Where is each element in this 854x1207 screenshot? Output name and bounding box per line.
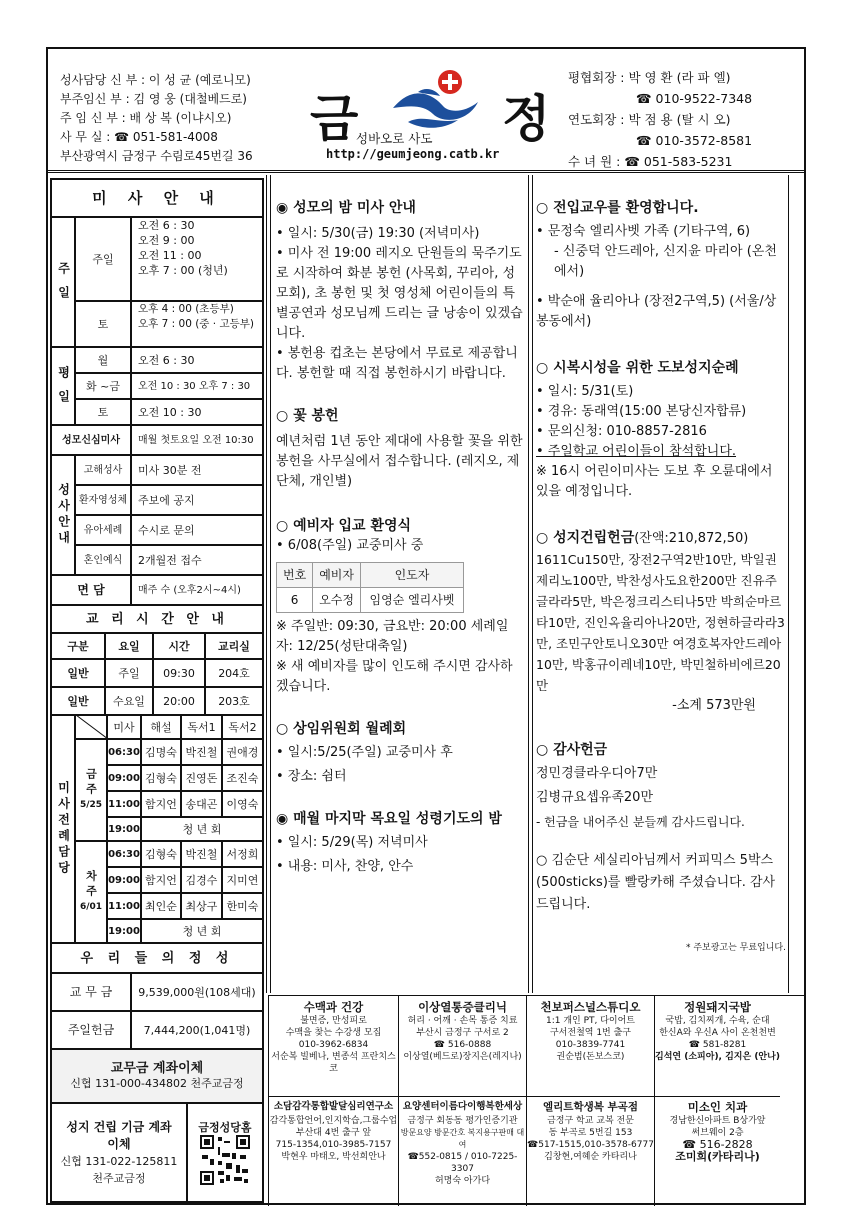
ad-line: 금정구 학교 교복 전문 (547, 1116, 634, 1126)
ad-line: 010-3839-7741 (555, 1040, 626, 1050)
notice-text: 예년처럼 1년 동안 제대에 사용할 꽃을 위한 봉헌을 사무실에서 접수합니다. (레지오, 제단체, 개인별) (276, 434, 523, 489)
week2-title: 차주 (84, 869, 98, 900)
clergy-line: 성사담당 신 부 : 이 성 균 (예로니모) (60, 73, 251, 87)
ad-line: 방문요양 방문간호 복지용구판매 대여 (400, 1128, 525, 1149)
patron-saint: 성바오로 사도 (356, 131, 433, 146)
saturday-day: 토 (75, 301, 131, 347)
ministry-time: 11:00 (107, 893, 141, 919)
donor-list: 1611Cu150만, 장전2구역2반10만, 박일권제리노100만, 박찬성사도요한200만 진유주글라라5만, 박은정크리스티나5만 박희순마르타10만, 진인옥율리아나20만, 정현하글라라3만, 조민구안토니오30만 여경호복자안드레아10만, 박홍규이레네10만, 박민철하비에르20만 (536, 552, 785, 693)
ministry-name: 최인순 (141, 893, 181, 919)
ad-line: 허명숙 아가다 (434, 1176, 491, 1186)
sacrament-value: 주보에 공지 (131, 485, 263, 515)
table-header: 번호 (277, 563, 313, 588)
section-title: ○ 시복시성을 위한 도보성지순례 (536, 360, 739, 376)
mass-time: 오후 4 : 00 (초등부) (138, 303, 234, 315)
ministry-name: 박진철 (181, 841, 222, 867)
interview-time: 매주 수 (오후2시~4시) (131, 575, 263, 605)
ad-line: 조미희(카타리나) (675, 1150, 760, 1163)
ministry-time: 11:00 (107, 791, 141, 817)
ad-name: 소담감각통합발달심리연구소 (273, 1101, 394, 1112)
account-title: 교무금 계좌이체 (110, 1061, 204, 1076)
catechism-cell: 주일 (105, 659, 153, 687)
saturday-weekday-time: 오전 10 : 30 (131, 399, 263, 425)
middle-column (276, 198, 524, 877)
ministry-header: 독서1 (181, 715, 222, 739)
notice-line: • 경유: 동래역(15:00 본당신자합류) (536, 404, 747, 419)
diagonal-line-icon (76, 715, 106, 739)
left-info-table (50, 178, 264, 1203)
council-line: 평협회장 : 박 영 환 (라 파 엘) (568, 70, 731, 85)
notice-line: • 봉헌용 컵초는 본당에서 무료로 제공합니다. 봉헌할 때 직접 봉헌하시기 바랍니다. (276, 346, 518, 381)
ad-block (526, 1096, 654, 1206)
ministry-name: 함지언 (141, 867, 181, 893)
week2-date: 6/01 (79, 901, 103, 912)
sacrament-name: 고해성사 (75, 455, 131, 485)
column-divider (532, 175, 533, 993)
ministry-name: 진영돈 (181, 765, 222, 791)
section-title: ○ 꽃 봉헌 (276, 408, 339, 424)
sacrament-name: 혼인예식 (75, 545, 131, 575)
table-cell: 오수정 (313, 588, 361, 613)
finance-title: 우 리 들 의 정 성 (51, 943, 263, 973)
notice-line: • 일시: 5/29(목) 저녁미사 (276, 835, 428, 850)
notice-line: • 일시:5/25(주일) 교중미사 후 (276, 745, 453, 760)
sacrament-value: 2개월전 접수 (131, 545, 263, 575)
catechism-cell: 20:00 (153, 687, 205, 715)
notice-line: 정민경클라우디아7만 (536, 766, 658, 781)
ad-line: 경남한신아파트 B상가앞 (669, 1116, 766, 1126)
section-title: ○ 예비자 입교 환영식 (276, 518, 412, 534)
catechism-header: 교리실 (205, 633, 263, 659)
ad-line: 김석연 (소피아), 김지은 (안나) (655, 1052, 780, 1062)
ad-line: 감각통합언어,인지학습,그룹수업 (269, 1116, 398, 1126)
sacrament-label: 성사안내 (51, 455, 75, 575)
notice-line: • 장소: 쉼터 (276, 769, 347, 784)
ad-name: 미소인 치과 (687, 1100, 748, 1114)
notice-line: - 신중덕 안드레아, 신지윤 마리아 (온천에서) (554, 244, 777, 279)
notice-line: ※ 새 예비자를 많이 인도해 주시면 감사하겠습니다. (276, 659, 513, 694)
ad-block (654, 1096, 780, 1206)
ad-line: ☎517-1515,010-3578-6777 (527, 1140, 654, 1150)
ad-name: 천보퍼스널스튜디오 (540, 1000, 641, 1014)
table-cell: 임영순 엘리사벳 (360, 588, 463, 613)
ad-name: 엘리트학생복 부곡점 (543, 1101, 638, 1113)
ad-line: 010-3962-6834 (298, 1040, 369, 1050)
column-divider (270, 175, 271, 993)
tue-fri: 화 ~금 (75, 373, 131, 399)
header-divider (48, 170, 804, 173)
column-divider (528, 175, 529, 993)
ad-line: 동 부곡로 5번길 153 (548, 1128, 633, 1138)
ad-line: 715-1354,010-3985-7157 (275, 1140, 392, 1150)
saturday-weekday: 토 (75, 399, 131, 425)
parish-url[interactable]: http://geumjeong.catb.kr (326, 147, 500, 161)
ad-line: ☎ 581-8281 (688, 1040, 747, 1050)
ad-line: 부산대 4번 출구 앞 (295, 1128, 372, 1138)
notice-line: • 일시: 5/31(토) (536, 384, 634, 399)
notice-line: • 문정숙 엘리사벳 가족 (기타구역, 6) (536, 224, 751, 239)
sacrament-name: 유아세례 (75, 515, 131, 545)
ministry-label: 미사전례담당 (51, 715, 75, 943)
sacrament-value: 미사 30분 전 (131, 455, 263, 485)
catechism-cell: 203호 (205, 687, 263, 715)
catechism-header: 요일 (105, 633, 153, 659)
qr-box (187, 1103, 263, 1202)
ministry-corner (75, 715, 107, 739)
ministry-name: 최상구 (181, 893, 222, 919)
building-fund-title: 성지 건립 기금 계좌이체 (66, 1119, 172, 1151)
ministry-name: 서정희 (222, 841, 263, 867)
ad-line: 국밥, 김치찌개, 수육, 순대 (665, 1016, 770, 1026)
ad-line: 이상열(베드로)장지은(레지나) (403, 1052, 522, 1062)
qr-label: 금정성당홈 (198, 1121, 252, 1134)
section-title: ○ 감사헌금 (536, 742, 608, 758)
ministry-name: 송대곤 (181, 791, 222, 817)
office-phone: 사 무 실 : ☎ 051-581-4008 (60, 130, 218, 144)
catechism-cell: 수요일 (105, 687, 153, 715)
ministry-name: 청 년 회 (141, 919, 263, 943)
finance-value: 9,539,000원(108세대) (131, 973, 263, 1011)
ad-line: 한신A와 우신A 사이 온천천변 (659, 1028, 776, 1038)
ad-line: 금정구 회동동 평가인증기관 (407, 1116, 518, 1126)
clergy-info (60, 71, 253, 166)
notice-line: - 헌금을 내어주신 분들께 감사드립니다. (536, 815, 745, 829)
notice-line: • 문의신청: 010-8857-2816 (536, 424, 707, 439)
ministry-header: 독서2 (222, 715, 263, 739)
building-fund-box (51, 1103, 187, 1202)
ministry-name: 김형숙 (141, 841, 181, 867)
ministry-name: 지미연 (222, 867, 263, 893)
title-geum: 금 (310, 89, 359, 148)
ad-block (268, 996, 398, 1096)
ministry-time: 19:00 (107, 817, 141, 841)
account-number: 신협 131-000-434802 천주교금정 (70, 1077, 244, 1090)
interview-label: 면 담 (51, 575, 131, 605)
finance-label: 교 무 금 (51, 973, 131, 1011)
ad-line: ☎552-0815 / 010-7225-3307 (407, 1152, 518, 1174)
ministry-name: 박진철 (181, 739, 222, 765)
catechism-cell: 일반 (51, 687, 105, 715)
ad-line: 불면증, 만성피로 (300, 1016, 367, 1026)
column-divider (788, 175, 789, 993)
ministry-header: 미사 (107, 715, 141, 739)
ministry-name: 조진숙 (222, 765, 263, 791)
parish-logo-icon (388, 64, 488, 134)
catechism-title: 교 리 시 간 안 내 (51, 605, 263, 633)
table-cell: 6 (277, 588, 313, 613)
ad-section (268, 995, 804, 1206)
ad-name: 수맥과 건강 (303, 1000, 364, 1014)
council-phone: ☎ 010-3572-8581 (636, 133, 753, 148)
church-address: 부산광역시 금정구 수림로45번길 36 (60, 149, 253, 163)
sunday-label: 주 일 (51, 217, 75, 347)
ad-line: 부산시 금정구 구서로 2 (416, 1028, 509, 1038)
table-header: 예비자 (313, 563, 361, 588)
ad-block (654, 996, 780, 1096)
weekday-label: 평 일 (51, 347, 75, 425)
catechism-header: 구분 (51, 633, 105, 659)
candidate-table (276, 562, 464, 613)
ad-block (526, 996, 654, 1096)
ad-line: 서순복 빌베나, 변종석 프란치스코 (271, 1052, 396, 1074)
ministry-time: 19:00 (107, 919, 141, 943)
ministry-name: 함지언 (141, 791, 181, 817)
notice-line: ※ 16시 어린이미사는 도보 후 오륜대에서 있을 예정입니다. (536, 464, 773, 499)
free-ad-note: * 주보광고는 무료입니다. (685, 943, 786, 953)
mass-time: 오후 7 : 00 (청년) (138, 264, 228, 277)
notice-line: ※ 주일반: 09:30, 금요반: 20:00 세례일자: 12/25(성탄대축일) (276, 619, 509, 654)
monday-time: 오전 6 : 30 (131, 347, 263, 373)
ad-line: 김창현,여혜순 카타리나 (544, 1152, 637, 1162)
notice-line: • 내용: 미사, 찬양, 안수 (276, 859, 414, 874)
tue-fri-time: 오전 10 : 30 오후 7 : 30 (131, 373, 263, 399)
ministry-name: 청 년 회 (141, 817, 263, 841)
ad-name: 정원돼지국밥 (684, 1000, 751, 1014)
mass-time: 오후 7 : 00 (중 · 고등부) (138, 318, 254, 330)
finance-label: 주일헌금 (51, 1011, 131, 1049)
ad-block (398, 996, 526, 1096)
council-phone: ☎ 010-9522-7348 (636, 91, 753, 106)
clergy-line: 부주임신 부 : 김 영 웅 (대철베드로) (60, 92, 247, 106)
notice-line: • 미사 전 19:00 레지오 단원들의 묵주기도로 시작하여 화분 봉헌 (사목회, 꾸리아, 성모회), 초 봉헌 및 첫 영성체 어린이들의 특별공연과 성모님께 드리는 글 낭송이 있겠습니다. (276, 246, 523, 341)
notice-line: • 박순애 율리아나 (장전2구역,5) (서울/상봉동에서) (536, 294, 777, 329)
marian-mass-label: 성모신심미사 (51, 425, 131, 455)
ad-line: ☎ 516-2828 (682, 1138, 753, 1151)
convent-phone: 수 녀 원 : ☎ 051-583-5231 (568, 154, 733, 169)
week1-label (75, 739, 107, 841)
ministry-time: 09:00 (107, 765, 141, 791)
ad-block (268, 1096, 398, 1206)
ad-name: 이상열통증클리닉 (418, 1000, 507, 1014)
mass-time: 오전 9 : 00 (138, 234, 195, 247)
section-title: ○ 성지건립헌금 (536, 530, 635, 546)
fund-subtotal: -소계 573만원 (672, 698, 756, 713)
notice-line: • 6/08(주일) 교중미사 중 (276, 538, 424, 553)
council-info (568, 67, 752, 172)
marian-mass-time: 매월 첫토요일 오전 10:30 (131, 425, 263, 455)
ministry-name: 김형숙 (141, 765, 181, 791)
ministry-time: 06:30 (107, 841, 141, 867)
mass-title: 미 사 안 내 (51, 179, 263, 217)
sacrament-name: 환자영성체 (75, 485, 131, 515)
title-jeong: 정 (502, 89, 551, 148)
ad-line: ☎ 516-0888 (433, 1040, 492, 1050)
ad-line: 구서전철역 1번 출구 (549, 1028, 631, 1038)
ad-line: 수맥을 찾는 수강생 모집 (285, 1028, 382, 1038)
ministry-name: 이영숙 (222, 791, 263, 817)
qr-code-icon[interactable] (200, 1135, 250, 1185)
notice-line: • 주일학교 어린이들이 참석합니다. (536, 444, 737, 459)
ad-block (398, 1096, 526, 1206)
ad-line: 권순범(돈보스코) (556, 1052, 625, 1062)
ad-line: 써브웨이 2층 (691, 1128, 744, 1138)
table-header: 인도자 (360, 563, 463, 588)
ministry-name: 김경수 (181, 867, 222, 893)
ministry-name: 권애경 (222, 739, 263, 765)
section-title: ◉ 매월 마지막 목요일 성령기도의 밤 (276, 811, 502, 827)
thanks-note: ○ 김순단 세실리아님께서 커피믹스 5박스(500sticks)를 빨랑카해 주셨습니다. 감사드립니다. (536, 853, 776, 912)
ministry-header: 해설 (141, 715, 181, 739)
ministry-time: 06:30 (107, 739, 141, 765)
week1-title: 금주 (84, 767, 98, 798)
saturday-times (131, 301, 263, 347)
ad-name: 요양센터이름다이행복한세상 (402, 1101, 523, 1112)
ministry-name: 한미숙 (222, 893, 263, 919)
account-box (51, 1049, 263, 1103)
ministry-name: 김명숙 (141, 739, 181, 765)
section-title: ○ 상임위원회 월례회 (276, 721, 407, 737)
bulletin-header (48, 49, 804, 169)
section-title: ◉ 성모의 밤 미사 안내 (276, 200, 416, 216)
sunday-times (131, 217, 263, 301)
column-divider (266, 175, 267, 993)
finance-value: 7,444,200(1,041명) (131, 1011, 263, 1049)
catechism-cell: 204호 (205, 659, 263, 687)
mass-time: 오전 11 : 00 (138, 249, 202, 262)
week2-label (75, 841, 107, 943)
section-title: ○ 전입교우를 환영합니다. (536, 200, 699, 216)
mass-time: 오전 6 : 30 (138, 219, 195, 232)
ministry-time: 09:00 (107, 867, 141, 893)
fund-balance: (잔액:210,872,50) (634, 531, 749, 546)
building-fund-account: 신협 131-022-125811 (60, 1154, 178, 1168)
sunday-day: 주일 (75, 217, 131, 301)
ad-line: 1:1 개인 PT, 다이어트 (545, 1016, 636, 1026)
council-line: 연도회장 : 박 점 용 (탈 시 오) (568, 112, 731, 127)
building-fund-owner: 천주교금정 (92, 1171, 146, 1185)
week1-date: 5/25 (79, 799, 103, 810)
catechism-header: 시간 (153, 633, 205, 659)
monday: 월 (75, 347, 131, 373)
ad-line: 박현우 마태오, 박선희안나 (281, 1152, 386, 1162)
catechism-cell: 09:30 (153, 659, 205, 687)
ad-line: 허리 · 어깨 · 손목 통증 치료 (407, 1016, 518, 1026)
right-column (536, 198, 786, 958)
sacrament-value: 수시로 문의 (131, 515, 263, 545)
notice-line: • 일시: 5/30(금) 19:30 (저녁미사) (276, 226, 480, 241)
notice-line: 김병규요셉유족20만 (536, 790, 654, 805)
clergy-line: 주 임 신 부 : 배 상 복 (이냐시오) (60, 111, 232, 125)
catechism-cell: 일반 (51, 659, 105, 687)
